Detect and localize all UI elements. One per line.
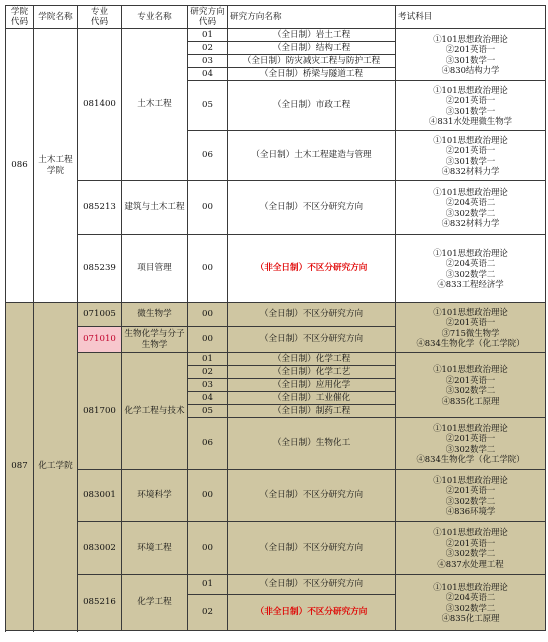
exam-item: ③302数学二 [445,602,496,613]
exam-item: ④836环境学 [445,506,496,516]
col-college-name: 学院名称 [34,6,78,29]
exam-item: ④833工程经济学 [437,279,504,289]
exam-item: ①101思想政治理论 [433,364,508,374]
major-name-083001: 环境科学 [122,470,188,522]
dir-name: （全日制）岩土工程 [228,29,396,42]
dir-name: （全日制）生物化工 [228,418,396,470]
dir-name: （全日制）不区分研究方向 [228,575,396,595]
exam-item: ③715微生物学 [441,327,500,338]
exam-item: ④837水处理工程 [437,558,504,569]
header-major-code-line1: 专业 [90,7,109,17]
exam-item: ②201英语一 [445,95,496,105]
col-major-name: 专业名称 [122,6,188,29]
dir-name: （全日制）结构工程 [228,42,396,55]
col-exam: 考试科目 [396,6,546,29]
dir-name: （全日制）桥梁与隧道工程 [228,68,396,81]
exam-item: ③302数学二 [445,443,496,454]
exam-item: ③302数学二 [445,495,496,506]
exam-item: ①101思想政治理论 [433,474,508,485]
college-name-086 [34,29,78,303]
col-dir-code [188,6,228,29]
dir-name: （全日制）工业催化 [228,392,396,405]
exam-item: ②201英语一 [445,433,496,443]
dir-code: 04 [188,392,228,405]
exam-subjects [396,81,546,131]
exam-item: ③302数学二 [445,268,496,279]
exam-item: ①101思想政治理论 [433,134,508,145]
college-name-086-line1: 土木工程 [38,154,73,165]
exam-item: ③301数学一 [445,105,496,116]
exam-item: ④834生物化学（化工学院） [416,454,525,464]
exam-item: ②201英语一 [445,145,496,155]
exam-item: ④835化工原理 [441,395,500,406]
dir-code: 01 [188,29,228,42]
dir-code: 03 [188,379,228,392]
major-name-071005: 微生物学 [122,303,188,327]
major-name-083002: 环境工程 [122,522,188,575]
dir-code: 02 [188,42,228,55]
exam-subjects [396,418,546,470]
major-code-085213: 085213 [78,181,122,235]
exam-item: ①101思想政治理论 [433,84,508,95]
major-code-085216: 085216 [78,575,122,631]
header-college-code-line1: 学院 [10,7,29,17]
header-dir-code-line1: 研究方向 [190,7,225,17]
dir-name-part-time: （非全日制）不区分研究方向 [228,235,396,303]
dir-code: 00 [188,235,228,303]
dir-code: 01 [188,575,228,595]
exam-item: ②204英语二 [445,592,496,602]
table-row [6,181,546,235]
major-name-071010-line1: 生物化学与分子 [124,328,185,339]
header-college-code-line2: 代码 [10,17,29,27]
exam-item: ①101思想政治理论 [433,33,508,44]
header-major-code-line2: 代码 [90,17,109,27]
exam-item: ①101思想政治理论 [433,247,508,258]
exam-item: ①101思想政治理论 [433,306,508,317]
exam-item: ④832材料力学 [441,166,500,176]
exam-subjects [396,575,546,631]
major-code-081700: 081700 [78,353,122,470]
exam-item: ②204英语二 [445,258,496,268]
dir-code: 02 [188,595,228,631]
exam-item: ③302数学二 [445,207,496,218]
dir-code: 06 [188,131,228,181]
table-row [6,235,546,303]
admission-catalog-table [5,5,546,631]
dir-name: （全日制）制药工程 [228,405,396,418]
exam-subjects [396,522,546,575]
table-row [6,470,546,522]
major-name-085213: 建筑与土木工程 [122,181,188,235]
table-row [6,522,546,575]
exam-item: ③301数学一 [445,54,496,65]
dir-name: （全日制）应用化学 [228,379,396,392]
college-name-087: 化工学院 [34,303,78,631]
exam-item: ④832材料力学 [441,218,500,228]
dir-code: 04 [188,68,228,81]
dir-name: （全日制）土木工程建造与管理 [228,131,396,181]
major-name-071010-line2: 生物学 [141,339,168,350]
table-row [6,575,546,595]
major-name-085239: 项目管理 [122,235,188,303]
major-code-071010-highlighted: 071010 [78,327,122,353]
major-name-081400: 土木工程 [122,29,188,181]
col-major-code [78,6,122,29]
college-name-086-line2: 学院 [46,165,65,176]
dir-name: （全日制）不区分研究方向 [228,181,396,235]
exam-item: ②201英语一 [445,374,496,385]
dir-code: 02 [188,366,228,379]
exam-item: ③302数学二 [445,548,496,558]
table-row [6,29,546,42]
exam-subjects [396,181,546,235]
dir-name-part-time: （非全日制）不区分研究方向 [228,595,396,631]
dir-code: 00 [188,181,228,235]
exam-item: ④831水处理微生物学 [429,116,512,126]
exam-item: ①101思想政治理论 [433,186,508,197]
exam-item: ③301数学一 [445,155,496,166]
college-code-086: 086 [6,29,34,303]
exam-item: ②201英语一 [445,317,496,327]
exam-subjects [396,131,546,181]
header-row [6,6,546,29]
dir-code: 00 [188,303,228,327]
major-name-081700: 化学工程与技术 [122,353,188,470]
major-name-085216: 化学工程 [122,575,188,631]
col-college-code [6,6,34,29]
dir-name: （全日制）市政工程 [228,81,396,131]
major-code-083002: 083002 [78,522,122,575]
dir-name: （全日制）不区分研究方向 [228,522,396,575]
dir-name: （全日制）不区分研究方向 [228,327,396,353]
college-code-087: 087 [6,303,34,631]
exam-item: ①101思想政治理论 [433,527,508,537]
exam-item: ④835化工原理 [441,613,500,623]
dir-code: 03 [188,55,228,68]
dir-code: 06 [188,418,228,470]
exam-item: ③302数学二 [445,385,496,395]
exam-item: ④830结构力学 [441,65,500,75]
exam-subjects [396,29,546,81]
dir-name: （全日制）不区分研究方向 [228,470,396,522]
exam-subjects [396,235,546,303]
dir-name: （全日制）化学工艺 [228,366,396,379]
dir-code: 05 [188,81,228,131]
col-dir-name: 研究方向名称 [228,6,396,29]
dir-code: 00 [188,470,228,522]
exam-item: ④834生物化学（化工学院） [416,338,525,348]
exam-subjects [396,470,546,522]
major-name-071010 [122,327,188,353]
dir-name: （全日制）化学工程 [228,353,396,366]
major-code-081400: 081400 [78,29,122,181]
exam-item: ②204英语二 [445,197,496,207]
exam-item: ①101思想政治理论 [433,422,508,433]
major-code-071005: 071005 [78,303,122,327]
exam-subjects [396,303,546,353]
exam-item: ①101思想政治理论 [433,581,508,592]
table-row [6,353,546,366]
exam-item: ②201英语一 [445,44,496,54]
exam-item: ②201英语一 [445,537,496,548]
dir-code: 00 [188,327,228,353]
exam-item: ②201英语一 [445,485,496,495]
exam-subjects [396,353,546,418]
dir-code: 00 [188,522,228,575]
dir-name: （全日制）防灾减灾工程与防护工程 [228,55,396,68]
major-code-085239: 085239 [78,235,122,303]
dir-code: 01 [188,353,228,366]
dir-code: 05 [188,405,228,418]
major-code-083001: 083001 [78,470,122,522]
table-row [6,303,546,327]
header-dir-code-line2: 代码 [198,17,217,27]
dir-name: （全日制）不区分研究方向 [228,303,396,327]
